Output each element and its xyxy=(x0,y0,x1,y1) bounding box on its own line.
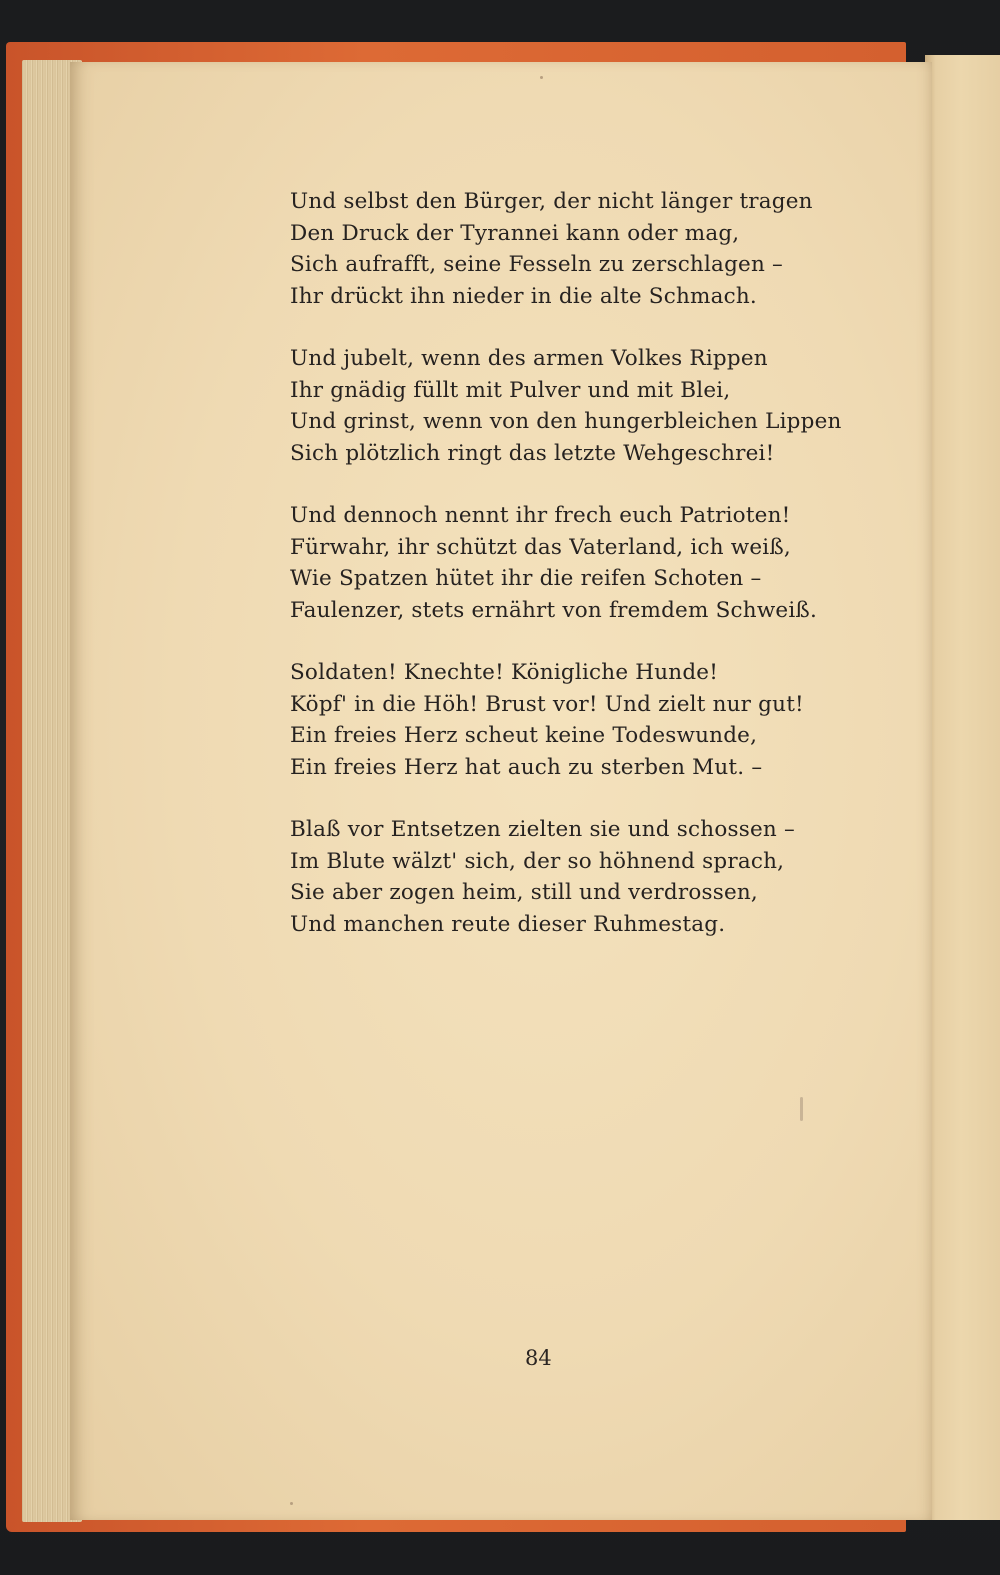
poem-line: Ihr gnädig füllt mit Pulver und mit Blei, xyxy=(290,377,731,403)
poem-line: Und selbst den Bürger, der nicht länger tragen xyxy=(290,189,813,214)
poem-line: Im Blute wälzt' sich, der so höhnend sprach, xyxy=(290,848,785,874)
stanza-5 xyxy=(290,814,842,940)
poem-line: Ihr drückt ihn nieder in die alte Schmach. xyxy=(290,283,757,309)
poem-line: Fürwahr, ihr schützt das Vaterland, ich weiß, xyxy=(290,534,791,560)
poem-line: Und dennoch nennt ihr frech euch Patrioten! xyxy=(290,503,791,528)
poem-line: Sie aber zogen heim, still und verdrossen, xyxy=(290,880,758,905)
paper-mark xyxy=(800,1097,803,1121)
paper-speck xyxy=(290,1502,293,1505)
poem-line: Soldaten! Knechte! Königliche Hunde! xyxy=(290,660,719,685)
adjacent-page xyxy=(925,55,1000,1520)
poem-line: Und jubelt, wenn des armen Volkes Rippen xyxy=(290,346,768,371)
poem-line: Ein freies Herz hat auch zu sterben Mut. – xyxy=(290,754,763,780)
poem-line: Wie Spatzen hütet ihr die reifen Schoten – xyxy=(290,566,762,591)
poem-line: Faulenzer, stets ernährt von fremdem Schweiß. xyxy=(290,597,818,623)
paper-speck xyxy=(540,76,543,79)
stanza-1 xyxy=(290,186,842,312)
stanza-3 xyxy=(290,500,842,626)
poem-line: Den Druck der Tyrannei kann oder mag, xyxy=(290,220,740,246)
poem-line: Sich plötzlich ringt das letzte Wehgeschrei! xyxy=(290,440,775,466)
poem-line: Und manchen reute dieser Ruhmestag. xyxy=(290,911,726,937)
poem-line: Sich aufrafft, seine Fesseln zu zerschlagen – xyxy=(290,252,783,277)
poem-line: Köpf' in die Höh! Brust vor! Und zielt nur gut! xyxy=(290,691,804,717)
poem-line: Und grinst, wenn von den hungerbleichen Lippen xyxy=(290,409,842,434)
poem-line: Ein freies Herz scheut keine Todeswunde, xyxy=(290,723,758,748)
poem-line: Blaß vor Entsetzen zielten sie und schossen – xyxy=(290,817,795,842)
poem-text xyxy=(290,186,842,971)
stanza-2 xyxy=(290,343,842,469)
stanza-4 xyxy=(290,657,842,783)
page-number: 84 xyxy=(525,1346,552,1370)
